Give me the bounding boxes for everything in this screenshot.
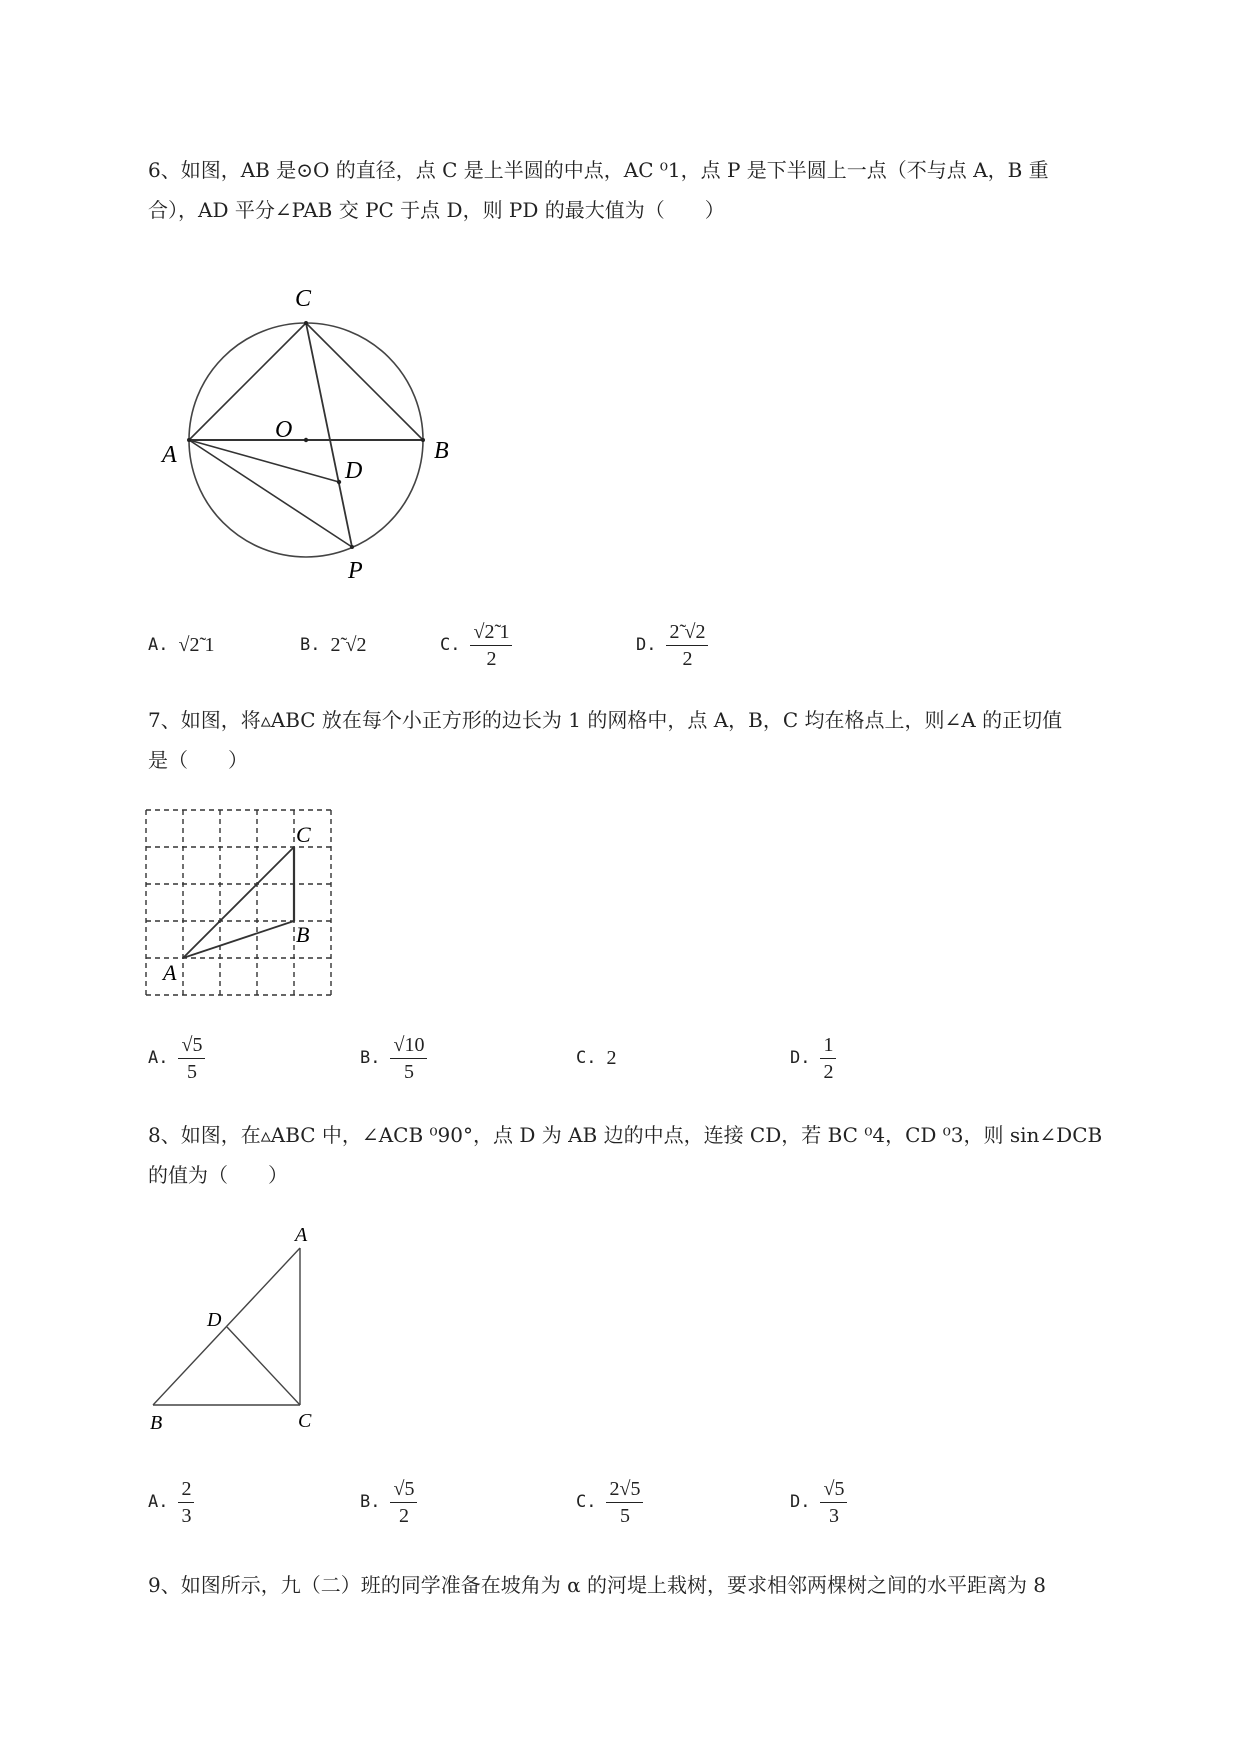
option-b[interactable]: B. $\frac{√5}{2}$ [360, 1472, 417, 1532]
label-c: C [296, 822, 311, 847]
question-8-text [148, 1115, 1168, 1195]
option-a[interactable]: A. $\frac{2}{3}$ [148, 1472, 194, 1532]
option-a[interactable]: A. √2̃ 1 [148, 633, 215, 656]
label-a: A [163, 960, 177, 985]
question-7-grid-figure [140, 800, 350, 1000]
question-8-options [148, 1472, 1148, 1532]
question-6-text [148, 150, 1168, 230]
question-9-line1: 9、如图所示，九（二）班的同学准备在坡角为 α 的河堤上栽树，要求相邻两棵树之间的水平距离为 8 [148, 1573, 1047, 1597]
label-b: B [150, 1412, 163, 1434]
question-7-options [148, 1028, 1148, 1088]
question-7-line2: 是（ ） [148, 748, 248, 772]
question-6-line2: 合），AD 平分∠PAB 交 PC 于点 D，则 PD 的最大值为（ ） [148, 198, 725, 222]
fraction: $\frac{2√5}{5}$ [606, 1478, 643, 1527]
label-a: A [162, 442, 177, 468]
question-6-circle-figure [150, 280, 470, 600]
label-b: B [434, 438, 449, 464]
option-d[interactable]: D. $\frac{2̃ √2}{2}$ [636, 615, 708, 675]
option-d[interactable]: D. $\frac{√5}{3}$ [790, 1472, 847, 1532]
question-8-triangle-figure [140, 1215, 340, 1435]
question-6-line1: 6、如图，AB 是⊙O 的直径，点 C 是上半圆的中点，AC ⁰1，点 P 是下半圆上一点（不与点 A，B 重 [148, 158, 1049, 182]
fraction: $\frac{√2̃ 1}{2}$ [470, 621, 512, 670]
option-d[interactable]: D. $\frac{1}{2}$ [790, 1028, 836, 1088]
label-o: O [275, 417, 293, 443]
option-a[interactable]: A. $\frac{√5}{5}$ [148, 1028, 205, 1088]
question-9-text [148, 1565, 1168, 1605]
label-d: D [207, 1309, 222, 1331]
label-p: P [348, 558, 363, 584]
fraction: $\frac{√5}{2}$ [390, 1478, 417, 1527]
label-b: B [296, 922, 310, 947]
label-c: C [298, 1410, 312, 1432]
fraction: $\frac{√5}{3}$ [820, 1478, 847, 1527]
label-a: A [295, 1224, 308, 1246]
question-7-line1: 7、如图，将▵ABC 放在每个小正方形的边长为 1 的网格中，点 A，B，C 均在格点上，则∠A 的正切值 [148, 708, 1063, 732]
fraction: $\frac{2}{3}$ [178, 1478, 194, 1527]
fraction: $\frac{√10}{5}$ [390, 1034, 427, 1083]
question-6-options [148, 615, 1148, 675]
fraction: $\frac{1}{2}$ [820, 1034, 836, 1083]
label-d: D [345, 458, 363, 484]
label-c: C [295, 286, 312, 312]
option-b[interactable]: B. 2̃ √2 [300, 633, 367, 656]
option-c[interactable]: C. $\frac{2√5}{5}$ [576, 1472, 643, 1532]
option-c[interactable]: C. $\frac{√2̃ 1}{2}$ [440, 615, 512, 675]
question-8-line2: 的值为（ ） [148, 1163, 288, 1187]
question-8-line1: 8、如图，在▵ABC 中，∠ACB ⁰90°，点 D 为 AB 边的中点，连接 CD，若 BC ⁰4，CD ⁰3，则 sin∠DCB [148, 1123, 1103, 1147]
option-b[interactable]: B. $\frac{√10}{5}$ [360, 1028, 427, 1088]
fraction: $\frac{2̃ √2}{2}$ [666, 621, 708, 670]
question-7-text [148, 700, 1168, 780]
option-c[interactable]: C. 2 [576, 1046, 617, 1069]
fraction: $\frac{√5}{5}$ [178, 1034, 205, 1083]
